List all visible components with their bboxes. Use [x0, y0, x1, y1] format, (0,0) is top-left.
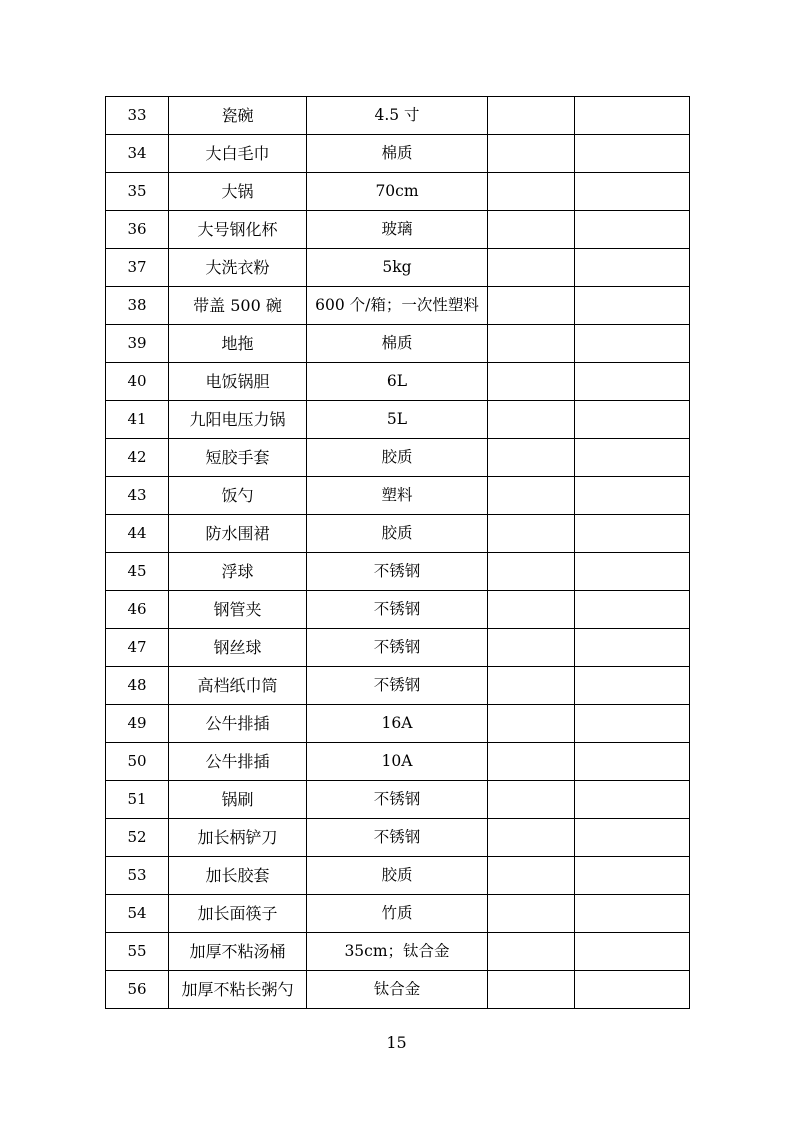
empty-cell — [488, 439, 575, 477]
item-spec-cell: 不锈钢 — [307, 781, 488, 819]
item-spec-cell: 600 个/箱；一次性塑料 — [307, 287, 488, 325]
item-spec-cell: 6L — [307, 363, 488, 401]
table-row — [106, 667, 690, 705]
empty-cell — [575, 667, 690, 705]
empty-cell — [575, 287, 690, 325]
row-number-cell: 33 — [106, 97, 169, 135]
item-spec-cell: 10A — [307, 743, 488, 781]
empty-cell — [488, 553, 575, 591]
row-number-cell: 53 — [106, 857, 169, 895]
table-row — [106, 325, 690, 363]
empty-cell — [488, 971, 575, 1009]
table-row — [106, 857, 690, 895]
item-spec-cell: 胶质 — [307, 439, 488, 477]
empty-cell — [575, 439, 690, 477]
empty-cell — [488, 173, 575, 211]
table-row — [106, 781, 690, 819]
empty-cell — [575, 135, 690, 173]
item-spec-cell: 不锈钢 — [307, 629, 488, 667]
item-name-cell: 加厚不粘长粥勺 — [169, 971, 307, 1009]
table-row — [106, 743, 690, 781]
row-number-cell: 43 — [106, 477, 169, 515]
empty-cell — [575, 781, 690, 819]
row-number-cell: 37 — [106, 249, 169, 287]
table-row — [106, 705, 690, 743]
page-number: 15 — [386, 1033, 407, 1052]
item-spec-cell: 35cm；钛合金 — [307, 933, 488, 971]
empty-cell — [575, 363, 690, 401]
item-spec-cell: 塑料 — [307, 477, 488, 515]
table-row — [106, 211, 690, 249]
empty-cell — [488, 135, 575, 173]
empty-cell — [575, 971, 690, 1009]
item-name-cell: 钢丝球 — [169, 629, 307, 667]
table-row — [106, 135, 690, 173]
empty-cell — [575, 401, 690, 439]
row-number-cell: 42 — [106, 439, 169, 477]
item-spec-cell: 不锈钢 — [307, 591, 488, 629]
item-spec-cell: 玻璃 — [307, 211, 488, 249]
empty-cell — [488, 743, 575, 781]
empty-cell — [488, 705, 575, 743]
table-row — [106, 819, 690, 857]
table-row — [106, 629, 690, 667]
empty-cell — [575, 325, 690, 363]
item-name-cell: 大白毛巾 — [169, 135, 307, 173]
item-name-cell: 防水围裙 — [169, 515, 307, 553]
empty-cell — [575, 857, 690, 895]
empty-cell — [488, 401, 575, 439]
row-number-cell: 52 — [106, 819, 169, 857]
empty-cell — [575, 211, 690, 249]
row-number-cell: 46 — [106, 591, 169, 629]
empty-cell — [575, 515, 690, 553]
table-row — [106, 287, 690, 325]
table-row — [106, 439, 690, 477]
table-row — [106, 553, 690, 591]
table-row — [106, 971, 690, 1009]
item-spec-cell: 钛合金 — [307, 971, 488, 1009]
row-number-cell: 40 — [106, 363, 169, 401]
empty-cell — [488, 629, 575, 667]
row-number-cell: 56 — [106, 971, 169, 1009]
row-number-cell: 47 — [106, 629, 169, 667]
item-name-cell: 瓷碗 — [169, 97, 307, 135]
empty-cell — [488, 249, 575, 287]
items-table-body — [106, 97, 690, 1009]
item-spec-cell: 棉质 — [307, 325, 488, 363]
item-name-cell: 饭勺 — [169, 477, 307, 515]
empty-cell — [575, 173, 690, 211]
item-name-cell: 大锅 — [169, 173, 307, 211]
item-name-cell: 大号钢化杯 — [169, 211, 307, 249]
row-number-cell: 45 — [106, 553, 169, 591]
item-name-cell: 公牛排插 — [169, 743, 307, 781]
row-number-cell: 50 — [106, 743, 169, 781]
empty-cell — [488, 363, 575, 401]
item-spec-cell: 不锈钢 — [307, 819, 488, 857]
row-number-cell: 55 — [106, 933, 169, 971]
table-row — [106, 363, 690, 401]
item-spec-cell: 70cm — [307, 173, 488, 211]
empty-cell — [488, 477, 575, 515]
empty-cell — [488, 325, 575, 363]
empty-cell — [488, 287, 575, 325]
row-number-cell: 54 — [106, 895, 169, 933]
empty-cell — [575, 705, 690, 743]
empty-cell — [488, 591, 575, 629]
table-row — [106, 401, 690, 439]
item-spec-cell: 竹质 — [307, 895, 488, 933]
empty-cell — [488, 819, 575, 857]
table-row — [106, 249, 690, 287]
table-row — [106, 515, 690, 553]
table-row — [106, 477, 690, 515]
item-name-cell: 加长胶套 — [169, 857, 307, 895]
empty-cell — [575, 895, 690, 933]
item-spec-cell: 不锈钢 — [307, 667, 488, 705]
item-name-cell: 电饭锅胆 — [169, 363, 307, 401]
item-name-cell: 浮球 — [169, 553, 307, 591]
empty-cell — [575, 97, 690, 135]
item-spec-cell: 不锈钢 — [307, 553, 488, 591]
empty-cell — [575, 591, 690, 629]
item-spec-cell: 棉质 — [307, 135, 488, 173]
empty-cell — [575, 743, 690, 781]
row-number-cell: 36 — [106, 211, 169, 249]
empty-cell — [575, 629, 690, 667]
item-spec-cell: 16A — [307, 705, 488, 743]
table-row — [106, 933, 690, 971]
item-spec-cell: 胶质 — [307, 515, 488, 553]
item-name-cell: 大洗衣粉 — [169, 249, 307, 287]
empty-cell — [488, 857, 575, 895]
empty-cell — [488, 933, 575, 971]
empty-cell — [488, 211, 575, 249]
item-name-cell: 加长柄铲刀 — [169, 819, 307, 857]
item-name-cell: 带盖 500 碗 — [169, 287, 307, 325]
row-number-cell: 34 — [106, 135, 169, 173]
item-name-cell: 锅刷 — [169, 781, 307, 819]
row-number-cell: 51 — [106, 781, 169, 819]
item-name-cell: 加长面筷子 — [169, 895, 307, 933]
empty-cell — [575, 553, 690, 591]
item-spec-cell: 5L — [307, 401, 488, 439]
empty-cell — [488, 895, 575, 933]
empty-cell — [575, 933, 690, 971]
item-name-cell: 公牛排插 — [169, 705, 307, 743]
row-number-cell: 49 — [106, 705, 169, 743]
item-name-cell: 钢管夹 — [169, 591, 307, 629]
item-name-cell: 加厚不粘汤桶 — [169, 933, 307, 971]
table-row — [106, 591, 690, 629]
empty-cell — [575, 819, 690, 857]
item-name-cell: 短胶手套 — [169, 439, 307, 477]
item-spec-cell: 5kg — [307, 249, 488, 287]
row-number-cell: 35 — [106, 173, 169, 211]
table-row — [106, 895, 690, 933]
empty-cell — [488, 97, 575, 135]
empty-cell — [488, 781, 575, 819]
empty-cell — [488, 667, 575, 705]
table-row — [106, 173, 690, 211]
items-table — [105, 96, 690, 1009]
empty-cell — [575, 477, 690, 515]
empty-cell — [488, 515, 575, 553]
item-spec-cell: 4.5 寸 — [307, 97, 488, 135]
item-spec-cell: 胶质 — [307, 857, 488, 895]
row-number-cell: 44 — [106, 515, 169, 553]
item-name-cell: 九阳电压力锅 — [169, 401, 307, 439]
item-name-cell: 高档纸巾筒 — [169, 667, 307, 705]
item-name-cell: 地拖 — [169, 325, 307, 363]
row-number-cell: 39 — [106, 325, 169, 363]
row-number-cell: 38 — [106, 287, 169, 325]
empty-cell — [575, 249, 690, 287]
row-number-cell: 41 — [106, 401, 169, 439]
table-row — [106, 97, 690, 135]
row-number-cell: 48 — [106, 667, 169, 705]
